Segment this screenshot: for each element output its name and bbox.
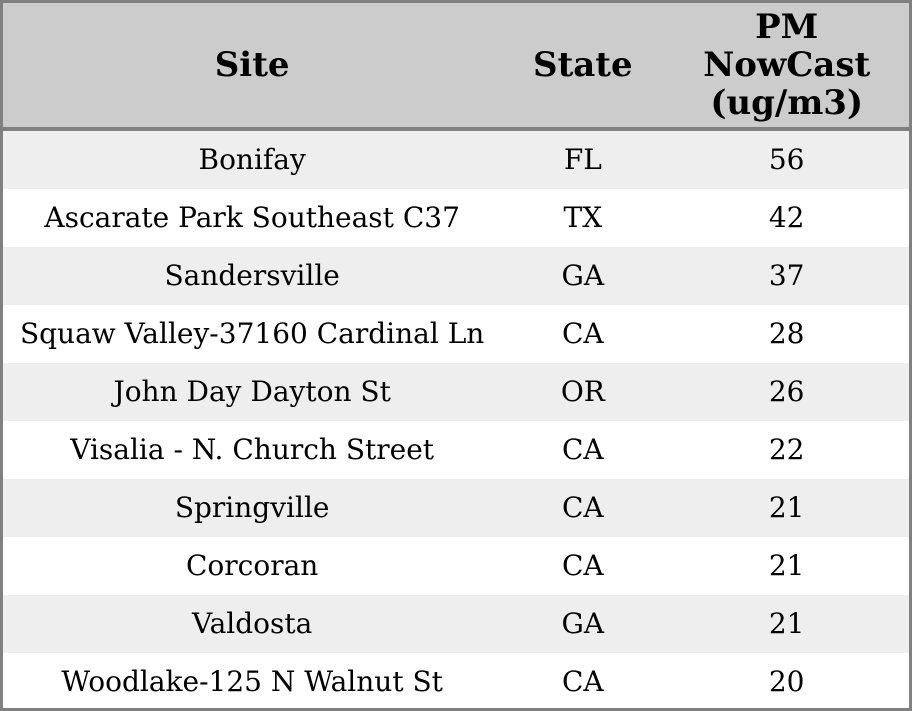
state-cell: GA bbox=[561, 259, 605, 292]
state-cell: CA bbox=[562, 665, 604, 698]
pm-value-cell: 56 bbox=[768, 143, 805, 176]
pm-value-cell: 20 bbox=[768, 665, 805, 698]
pm-value-cell: 26 bbox=[768, 375, 805, 408]
state-cell: GA bbox=[561, 607, 605, 640]
site-cell: Visalia - N. Church Street bbox=[70, 433, 435, 466]
state-cell: CA bbox=[562, 491, 604, 524]
site-cell: John Day Dayton St bbox=[113, 375, 391, 408]
state-cell: CA bbox=[562, 433, 604, 466]
site-cell: Squaw Valley-37160 Cardinal Ln bbox=[19, 317, 485, 350]
header-row bbox=[3, 3, 909, 129]
site-cell: Sandersville bbox=[164, 259, 340, 292]
pm-header-line-1: PM bbox=[755, 7, 819, 47]
pm-header-line-2: NowCast bbox=[703, 45, 871, 85]
table-row bbox=[3, 537, 909, 595]
col-header-pm-nowcast bbox=[664, 3, 909, 129]
site-cell: Woodlake-125 N Walnut St bbox=[61, 665, 443, 698]
pm-value-cell: 21 bbox=[768, 607, 805, 640]
site-cell: Ascarate Park Southeast C37 bbox=[44, 201, 460, 234]
site-cell: Corcoran bbox=[185, 549, 319, 582]
pm-value-cell: 21 bbox=[768, 491, 805, 524]
table-row bbox=[3, 129, 909, 189]
table-row bbox=[3, 189, 909, 247]
table-row bbox=[3, 479, 909, 537]
state-cell: OR bbox=[560, 375, 605, 408]
state-cell: TX bbox=[563, 201, 603, 234]
col-header-state: State bbox=[501, 3, 664, 129]
col-header-site: Site bbox=[3, 3, 501, 129]
site-cell: Valdosta bbox=[191, 607, 313, 640]
state-cell: CA bbox=[562, 549, 604, 582]
pm-header-line-3: (ug/m3) bbox=[710, 83, 864, 123]
table-row bbox=[3, 363, 909, 421]
state-cell: CA bbox=[562, 317, 604, 350]
pm-value-cell: 37 bbox=[768, 259, 805, 292]
pm-value-cell: 28 bbox=[768, 317, 805, 350]
table-row bbox=[3, 421, 909, 479]
table-row bbox=[3, 595, 909, 653]
sites-table bbox=[3, 3, 909, 711]
pm-value-cell: 21 bbox=[768, 549, 805, 582]
state-cell: FL bbox=[563, 143, 602, 176]
site-cell: Bonifay bbox=[198, 143, 306, 176]
table-row bbox=[3, 653, 909, 711]
table-row bbox=[3, 247, 909, 305]
site-cell: Springville bbox=[174, 491, 330, 524]
table-row bbox=[3, 305, 909, 363]
pm-value-cell: 22 bbox=[768, 433, 805, 466]
pm-value-cell: 42 bbox=[768, 201, 805, 234]
